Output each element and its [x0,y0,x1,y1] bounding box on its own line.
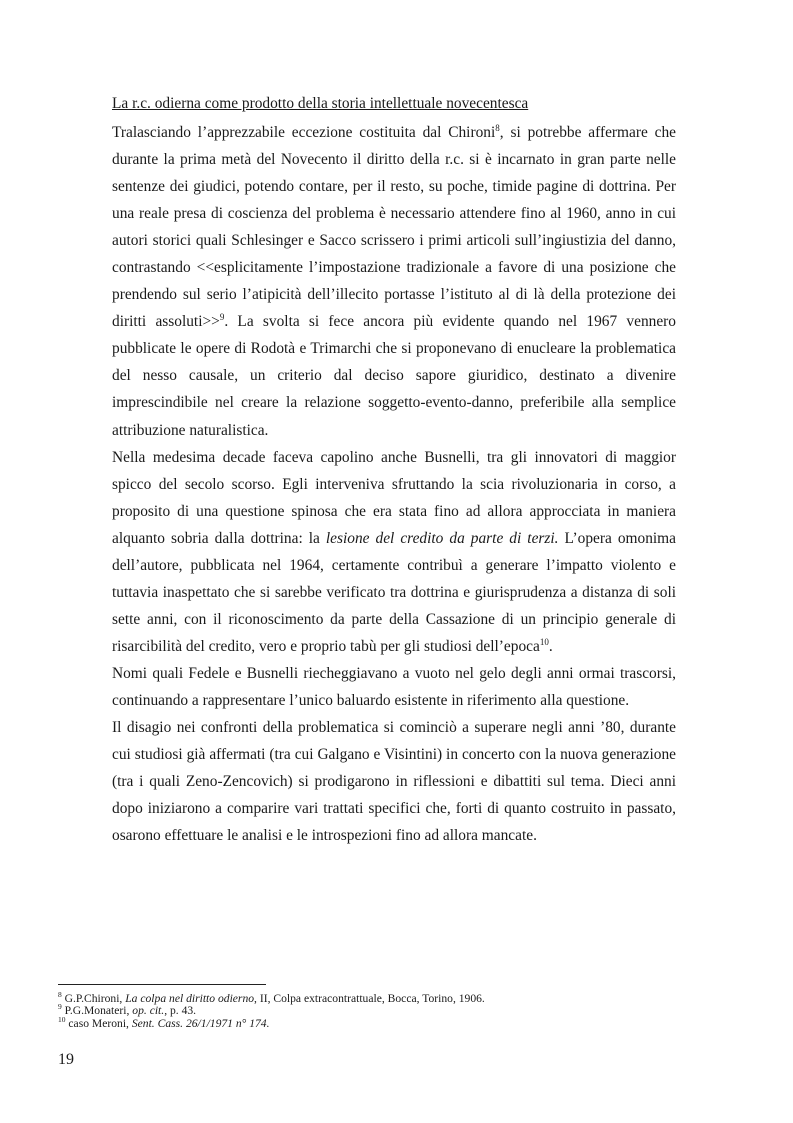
footnote-ref-10[interactable]: 10 [539,636,549,647]
paragraph-3: Nomi quali Fedele e Busnelli riecheggiavano a vuoto nel gelo degli anni ormai trascorsi, continuando a rappresentare l’unico baluardo esistente in riferimento alla questione. [112,664,676,709]
footnote-10 [58,1014,738,1030]
paragraph-text: . La svolta si fece ancora più evidente quando nel 1967 vennero pubblicate le opere di Rodotà e Trimarchi che si proponevano di enucleare la problematica del nesso causale, un criterio dal deciso sapore giuridico, destinato a divenire imprescindibile nel creare la relazione soggetto-evento-danno, preferibile alla semplice attribuzione naturalistica. [112,313,677,439]
paragraph-1 [112,119,676,444]
footnote-separator [58,984,266,985]
paragraph-text: Tralasciando l’apprezzabile eccezione costituita dal Chironi [112,124,496,141]
paragraph-text: , si potrebbe affermare che durante la prima metà del Novecento il diritto della r.c. si è incarnato in gran parte nelle sentenze dei giudici, potendo contare, per il resto, su poche, timide pagine di dottrina. Per una reale presa di coscienza del problema è necessario attendere fino al 1960, anno in cui autori storici quali Schlesinger e Sacco scrissero i primi articoli sull’ingiustizia del danno, contrastando <<esplicitamente l’impostazione tradizionale a favore di una posizione che prendendo sul serio l’atipicità dell’illecito portasse l’istituto al di là della protezione dei diritti assoluti>> [112,124,676,331]
section-title: La r.c. odierna come prodotto della storia intellettuale novecentesca [112,95,529,112]
page-number: 19 [58,1051,74,1068]
footnote-number: 8 [58,990,62,1000]
paragraph-text: . [548,637,553,655]
footnote-ref-9[interactable]: 9 [219,312,225,323]
footnote-ref-8[interactable]: 8 [495,122,500,133]
footnote-number: 10 [58,1014,66,1024]
italic-title: lesione del credito da parte di terzi. [325,529,559,547]
footnote-text: G.P.Chironi, [64,992,126,1005]
body-text [112,119,676,849]
footnote-text: , p. 43. [164,1004,197,1018]
footnote-italic: op. cit. [132,1004,165,1018]
footnote-text: , II, Colpa extracontrattuale, Bocca, Torino, 1906. [254,992,485,1005]
paragraph-text: Nella medesima decade faceva capolino anche Busnelli, tra gli innovatori di maggior spicco del secolo scorso. Egli interveniva sfruttando la scia rivoluzionaria in corso, a proposito di una questione spinosa che era stata fino ad allora approcciata in maniera alquanto sobria dalla dottrina: la [112,448,676,547]
footnote-italic: La colpa nel diritto odierno [125,992,255,1005]
footnote-number: 9 [58,1002,62,1012]
paragraph-2 [112,444,676,660]
paragraph-text: L’opera omonima dell’autore, pubblicata nel 1964, certamente contribuì a generare l’impatto violento e tuttavia inaspettato che si sarebbe verificato tra dottrina e giurisprudenza a distanza di soli sette anni, con il riconoscimento da parte della Cassazione di un principio generale di risarcibilità del credito, vero e proprio tabù per gli studiosi dell’epoca [112,529,676,655]
footnote-text: caso Meroni, [68,1016,132,1030]
footnote-italic: Sent. Cass. 26/1/1971 n° 174. [131,1016,270,1030]
footnotes [58,990,738,1030]
paragraph-4: Il disagio nei confronti della problematica si cominciò a superare negli anni ’80, durante cui studiosi già affermati (tra cui Galgano e Visintini) in concerto con la nuova generazione (tra i quali Zeno-Zencovich) si prodigarono in riflessioni e dibattiti sul tema. Dieci anni dopo iniziarono a comparire vari trattati specifici che, forti di quanto costruito in passato, osarono effettuare le analisi e le introspezioni fino ad allora mancate. [112,719,676,845]
footnote-text: P.G.Monateri, [64,1004,133,1018]
